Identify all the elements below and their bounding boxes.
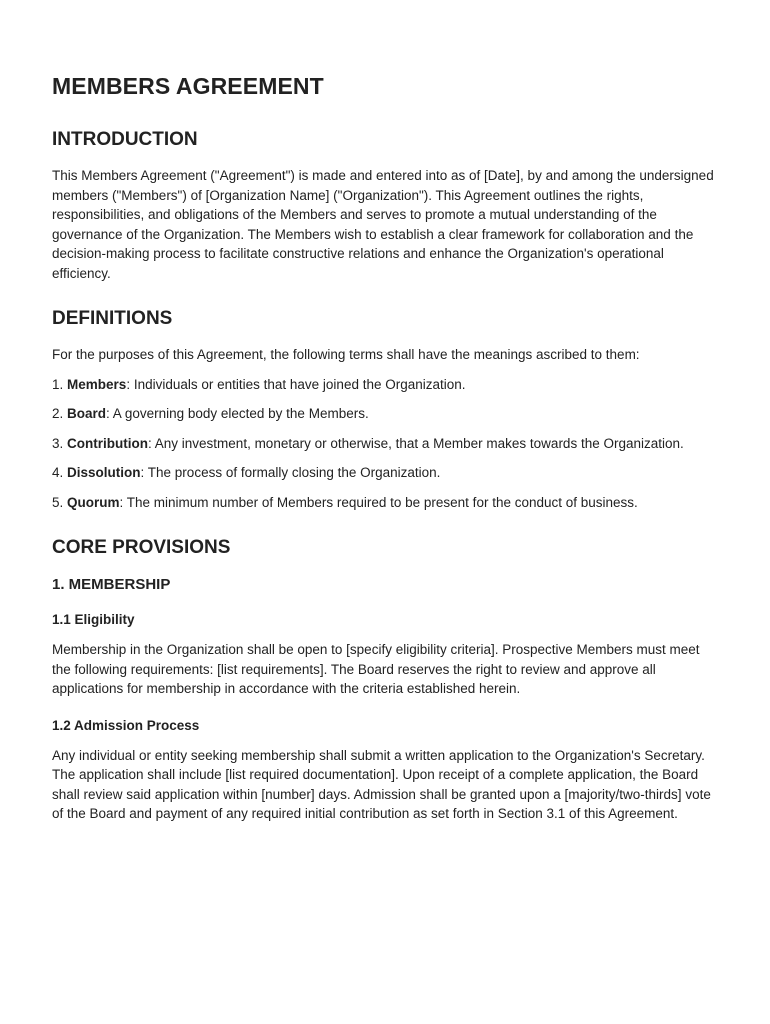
eligibility-heading: 1.1 Eligibility xyxy=(52,612,135,627)
definition-text: : A governing body elected by the Members. xyxy=(106,406,369,421)
definition-number: 4. xyxy=(52,465,64,480)
definitions-list xyxy=(52,375,720,513)
definition-term: Dissolution xyxy=(67,465,141,480)
document-title: MEMBERS AGREEMENT xyxy=(52,73,324,99)
definition-term: Contribution xyxy=(67,435,149,451)
definition-term: Members xyxy=(67,376,127,392)
introduction-paragraph: This Members Agreement ("Agreement") is made and entered into as of [Date], by and among the undersigned members ("Members") of [Organization Name] ("Organization"). This Agreement outlines the rights, responsibilities, and obligations of the Members and serves to promote a mutual understanding of the governance of the Organization. The Members wish to establish a clear framework for collaboration and the decision-making process to facilitate constructive relations and enhance the Organization's operational efficiency. xyxy=(52,168,714,281)
core-provisions-section xyxy=(52,535,720,824)
admission-heading: 1.2 Admission Process xyxy=(52,717,200,733)
core-provisions-heading: CORE PROVISIONS xyxy=(52,537,231,558)
definition-number: 3. xyxy=(52,435,64,451)
definition-text: : Any investment, monetary or otherwise, that a Member makes towards the Organization. xyxy=(148,435,684,451)
definition-number: 2. xyxy=(52,406,64,421)
definition-item xyxy=(52,404,720,424)
definition-number: 5. xyxy=(52,494,64,510)
membership-heading: 1. MEMBERSHIP xyxy=(52,576,171,593)
definition-item xyxy=(52,493,720,513)
eligibility-paragraph: Membership in the Organization shall be open to [specify eligibility criteria]. Prospective Members must meet the following requirements: [list requirements]. The Board reserves the right to review and approve all applications for membership in accordance with the criteria established herein. xyxy=(52,642,700,696)
definition-text: : Individuals or entities that have joined the Organization. xyxy=(126,376,466,392)
definition-item xyxy=(52,375,720,395)
definition-term: Board xyxy=(67,406,107,421)
definitions-heading: DEFINITIONS xyxy=(52,308,173,329)
definitions-lead: For the purposes of this Agreement, the following terms shall have the meanings ascribed to them: xyxy=(52,347,640,362)
definition-text: : The process of formally closing the Organization. xyxy=(140,465,441,480)
definition-text: : The minimum number of Members required to be present for the conduct of business. xyxy=(119,494,638,510)
definition-number: 1. xyxy=(52,376,64,392)
definition-item xyxy=(52,434,720,454)
definition-item xyxy=(52,463,720,483)
definition-term: Quorum xyxy=(67,494,120,510)
definitions-section xyxy=(52,306,720,512)
introduction-section xyxy=(52,127,720,283)
admission-paragraph: Any individual or entity seeking membership shall submit a written application to the Organization's Secretary. The application shall include [list required documentation]. Upon receipt of a complete application, the Board shall review said application within [number] days. Admission shall be granted upon a [majority/two-thirds] vote of the Board and payment of any required initial contribution as set forth in Section 3.1 of this Agreement. xyxy=(52,747,711,821)
introduction-heading: INTRODUCTION xyxy=(52,129,198,150)
